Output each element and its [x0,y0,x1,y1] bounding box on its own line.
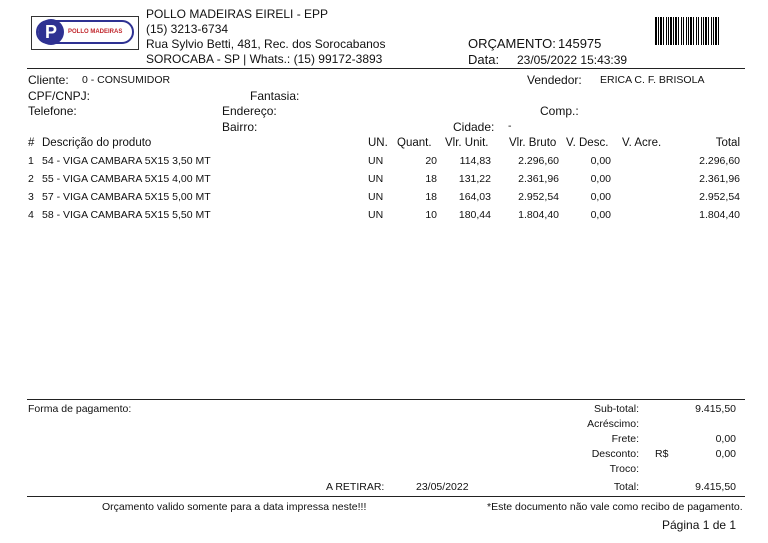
barcode [655,17,741,45]
quote-date-label: Data: [468,52,500,67]
col-un-header: UN. [368,137,388,149]
row-desc-value: 0,00 [590,173,611,185]
row-unit: 164,03 [458,191,491,203]
row-bruto: 2.361,96 [518,173,559,185]
row-total: 2.296,60 [699,155,740,167]
col-acre-header: V. Acre. [622,137,662,149]
vendedor-label: Vendedor: [527,73,582,87]
row-num: 4 [28,209,34,221]
logo-letter: P [44,22,57,42]
row-num: 3 [28,191,34,203]
row-un: UN [368,173,384,185]
frete-label: Frete: [611,433,639,445]
row-bruto: 2.296,60 [518,155,559,167]
row-quant: 20 [425,155,437,167]
desconto-currency: R$ [655,448,669,460]
receipt-note: *Este documento não vale como recibo de pagamento. [487,501,743,513]
col-quant-header: Quant. [397,137,432,149]
company-phone: (15) 3213-6734 [146,22,229,36]
table-row [0,191,768,209]
row-num: 2 [28,173,34,185]
total-value: 9.415,50 [695,481,736,493]
row-quant: 10 [425,209,437,221]
frete-value: 0,00 [715,433,736,445]
row-quant: 18 [425,173,437,185]
quote-number: 145975 [558,36,602,51]
retirar-date: 23/05/2022 [416,481,469,493]
company-address: Rua Sylvio Betti, 481, Rec. dos Sorocabanos [146,37,386,51]
page-number: Página 1 de 1 [662,518,737,532]
vendedor-value: ERICA C. F. BRISOLA [600,74,705,86]
acrescimo-label: Acréscimo: [587,418,639,430]
telefone-label: Telefone: [28,104,77,118]
row-desc: 58 - VIGA CAMBARA 5X15 5,50 MT [42,209,211,221]
endereco-label: Endereço: [222,104,277,118]
cidade-label: Cidade: [453,120,495,134]
row-unit: 180,44 [458,209,491,221]
row-total: 2.952,54 [699,191,740,203]
troco-label: Troco: [609,463,639,475]
row-bruto: 1.804,40 [518,209,559,221]
table-row [0,209,768,227]
validity-note: Orçamento valido somente para a data impressa neste!!! [102,501,367,513]
col-num-header: # [28,137,35,149]
row-bruto: 2.952,54 [518,191,559,203]
row-unit: 114,83 [459,155,491,167]
row-desc-value: 0,00 [590,191,611,203]
row-total: 1.804,40 [699,209,740,221]
logo-text: POLLO MADEIRAS [68,29,123,35]
desconto-label: Desconto: [591,448,639,460]
table-row [0,155,768,173]
desconto-value: 0,00 [715,448,736,460]
subtotal-label: Sub-total: [594,403,639,415]
quote-number-label: ORÇAMENTO: [468,36,556,51]
total-label: Total: [613,481,639,493]
cliente-value: 0 - CONSUMIDOR [82,74,171,86]
row-unit: 131,22 [458,173,491,185]
retirar-label: A RETIRAR: [326,481,385,493]
quote-date: 23/05/2022 15:43:39 [517,53,628,67]
notes-divider [27,496,745,497]
row-desc: 55 - VIGA CAMBARA 5X15 4,00 MT [42,173,211,185]
row-num: 1 [28,155,34,167]
col-desc-header: Descrição do produto [42,137,152,149]
header-divider [27,68,745,69]
col-bruto-header: Vlr. Bruto [509,137,557,149]
company-name: POLLO MADEIRAS EIRELI - EPP [146,7,329,21]
cliente-label: Cliente: [28,73,69,87]
row-un: UN [368,155,384,167]
footer-divider [27,399,745,400]
row-un: UN [368,209,384,221]
row-desc-value: 0,00 [590,155,611,167]
row-desc: 54 - VIGA CAMBARA 5X15 3,50 MT [42,155,211,167]
bairro-label: Bairro: [222,120,258,134]
row-desc: 57 - VIGA CAMBARA 5X15 5,00 MT [42,191,211,203]
row-total: 2.361,96 [699,173,740,185]
comp-label: Comp.: [540,104,579,118]
fantasia-label: Fantasia: [250,89,300,103]
table-row [0,173,768,191]
pagamento-label: Forma de pagamento: [28,403,132,415]
row-un: UN [368,191,384,203]
col-unit-header: Vlr. Unit. [445,137,489,149]
company-logo [31,16,139,50]
company-city: SOROCABA - SP | Whats.: (15) 99172-3893 [146,52,383,66]
subtotal-value: 9.415,50 [695,403,736,415]
col-total-header: Total [715,137,740,149]
cpf-label: CPF/CNPJ: [28,89,91,103]
cidade-value: - [508,120,512,132]
row-quant: 18 [425,191,437,203]
col-desc-value-header: V. Desc. [566,137,609,149]
row-desc-value: 0,00 [590,209,611,221]
